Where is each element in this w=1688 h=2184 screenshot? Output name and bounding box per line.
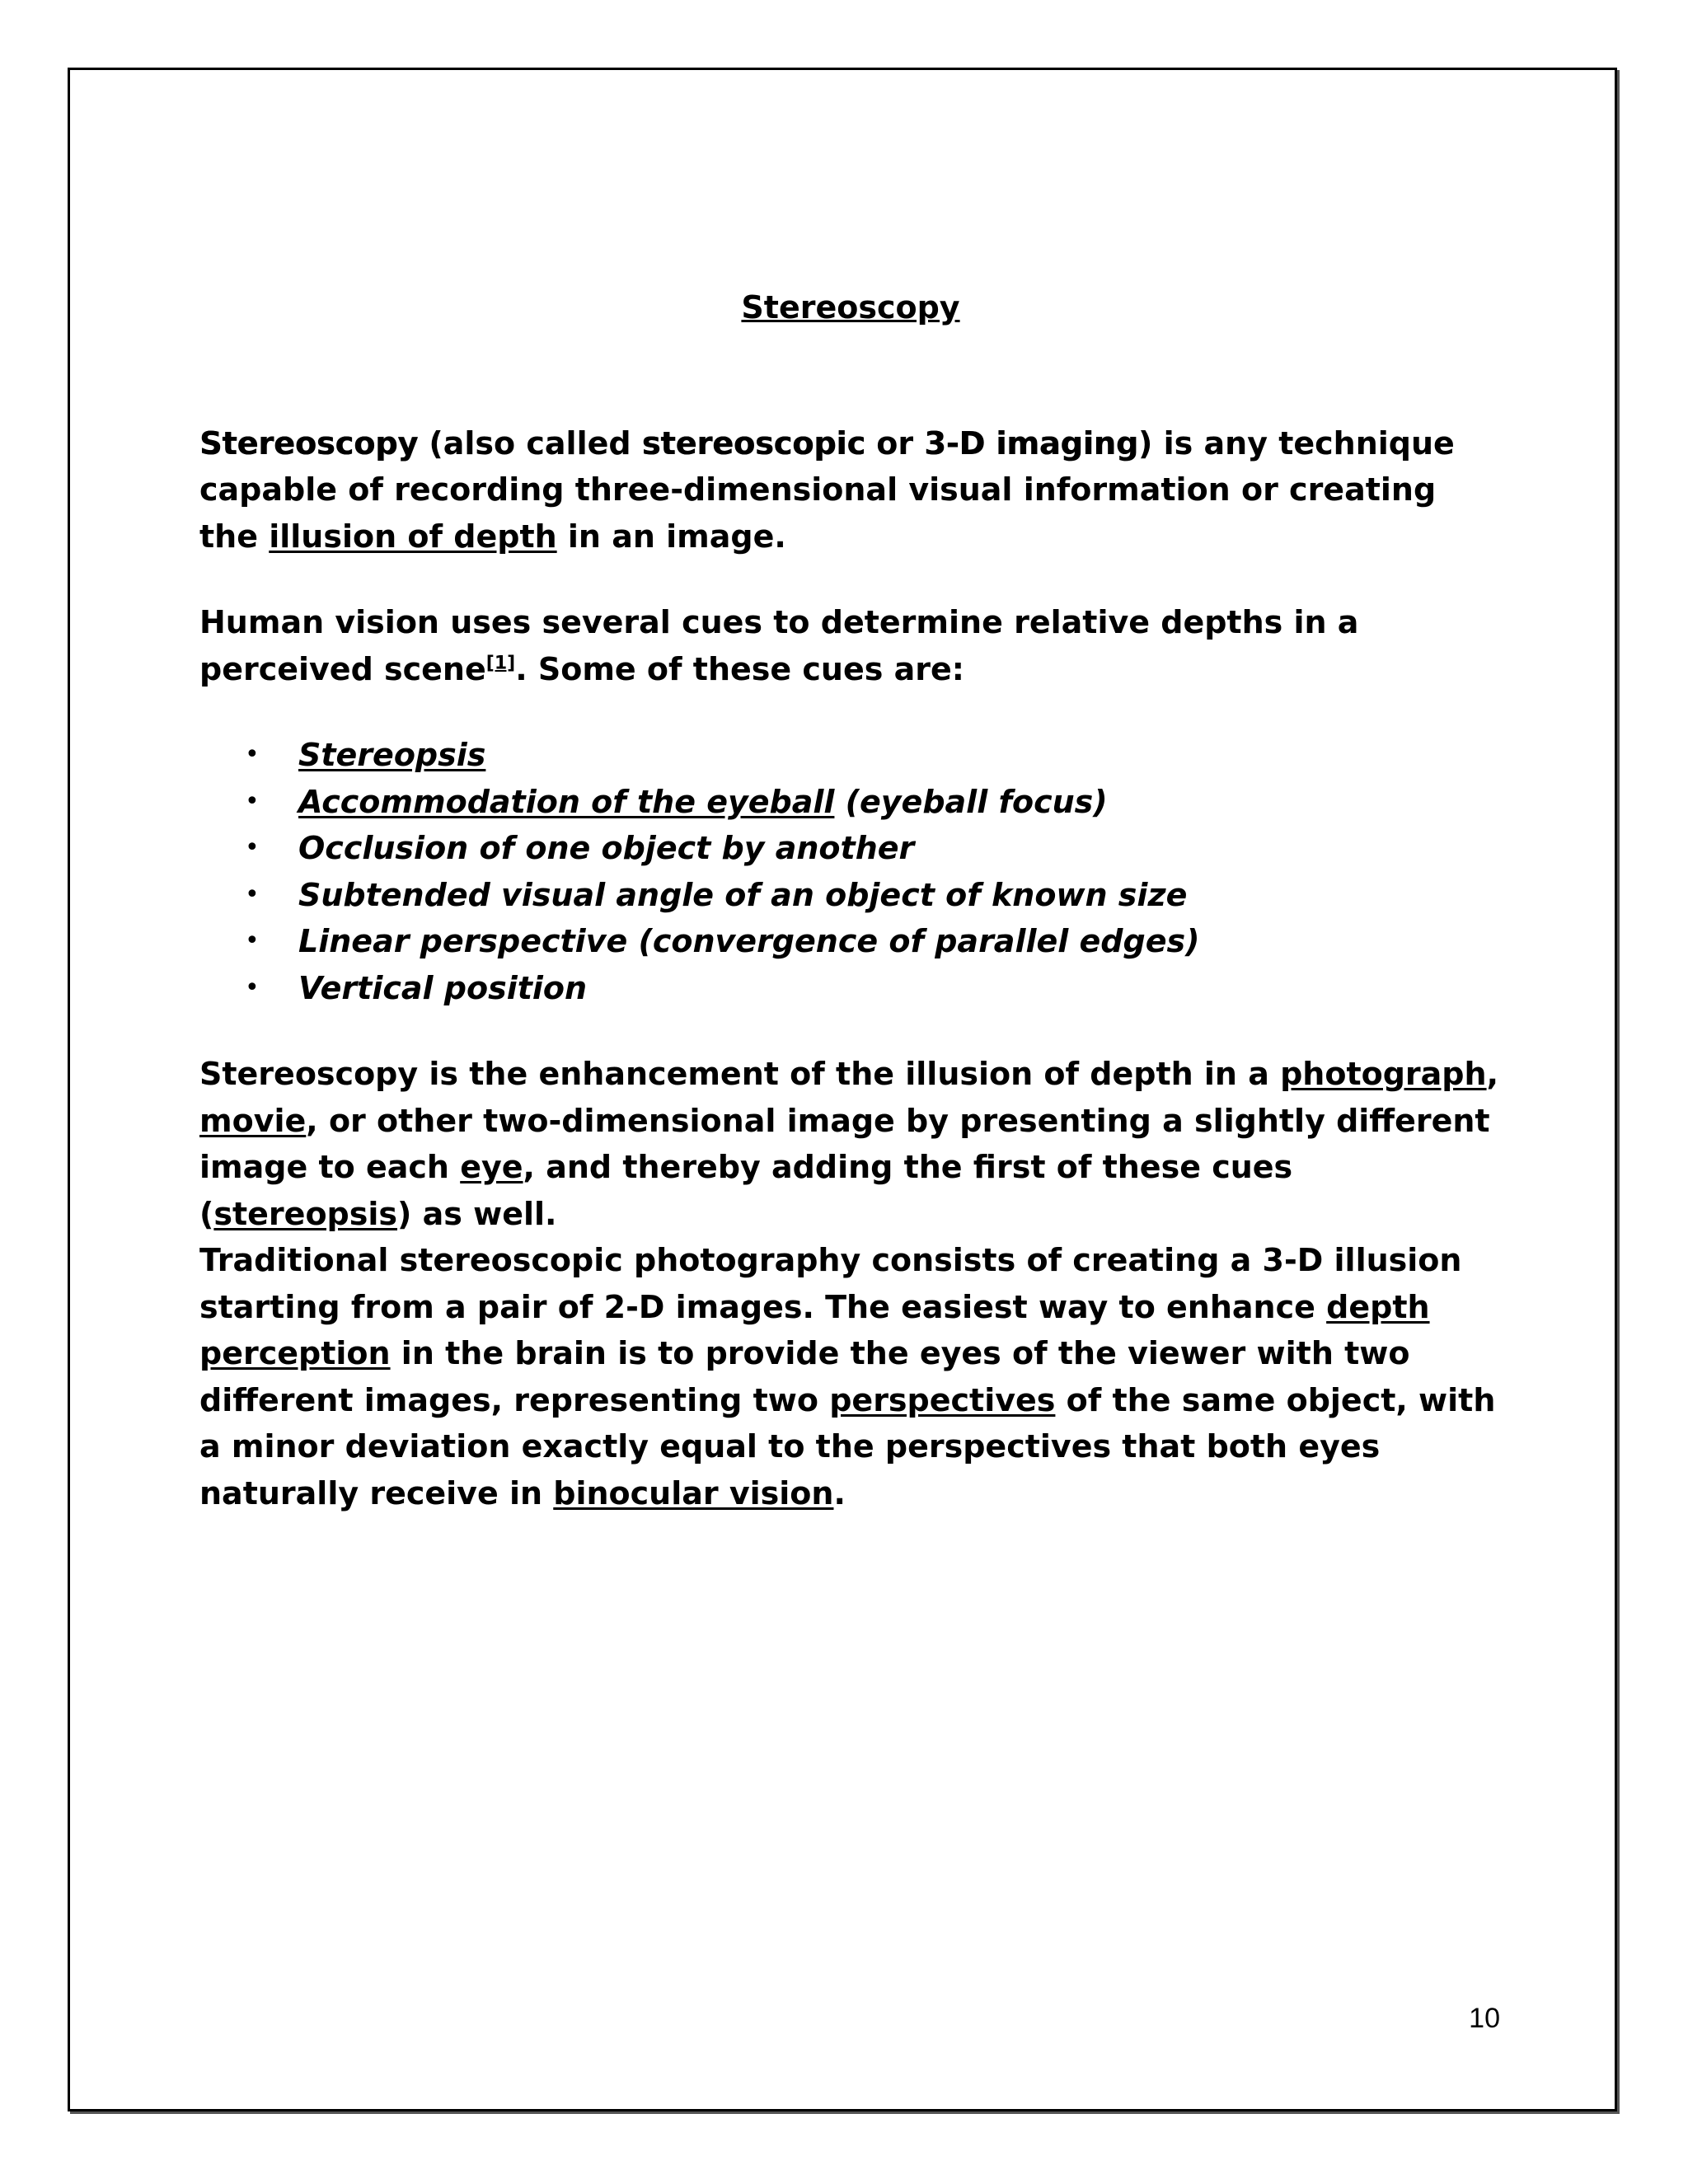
page-number: 10 xyxy=(1469,2003,1500,2034)
link-movie[interactable]: movie xyxy=(199,1102,307,1139)
enhancement-text-1: Stereoscopy is the enhancement of the illusion of depth in a xyxy=(199,1056,1281,1092)
cue-text: Vertical position xyxy=(298,969,588,1006)
enhancement-text-2: , xyxy=(1486,1056,1498,1092)
list-item xyxy=(199,732,1502,779)
link-accommodation[interactable]: Accommodation of the eyeball xyxy=(298,783,835,820)
traditional-text-2: in the brain is to provide the eyes of the viewer with two different images, representing two xyxy=(199,1335,1410,1418)
link-eye[interactable]: eye xyxy=(460,1149,523,1185)
intro-text-1: (also called xyxy=(418,424,642,462)
link-photograph[interactable]: photograph xyxy=(1280,1056,1487,1092)
traditional-paragraph xyxy=(199,1237,1502,1516)
term-stereoscopic: stereoscopic xyxy=(641,424,865,462)
bullet-icon: • xyxy=(245,833,260,862)
traditional-text-4: . xyxy=(833,1474,846,1511)
depth-cues-list xyxy=(199,732,1502,1011)
cues-intro-paragraph xyxy=(199,599,1502,692)
document-body xyxy=(199,284,1502,1516)
enhancement-text-4: , and thereby adding the first of these cues ( xyxy=(199,1149,1293,1232)
intro-text-4: in an image. xyxy=(556,518,786,555)
cues-intro-text-2: . Some of these cues are: xyxy=(515,650,964,687)
enhancement-paragraph xyxy=(199,1051,1502,1237)
intro-paragraph xyxy=(199,420,1502,560)
term-stereoscopy: Stereoscopy xyxy=(199,424,419,462)
bullet-icon: • xyxy=(245,972,260,1002)
list-item xyxy=(199,825,1502,872)
traditional-text-3: of the same object, with a minor deviation exactly equal to the perspectives that both eyes naturally receive in xyxy=(199,1381,1496,1511)
page-title: Stereoscopy xyxy=(741,289,960,326)
traditional-text-1: Traditional stereoscopic photography consists of creating a 3-D illusion starting from a pair of 2-D images. The easiest way to enhance xyxy=(199,1242,1462,1325)
link-illusion-of-depth[interactable]: illusion of depth xyxy=(269,518,557,555)
enhancement-text-5: ) as well. xyxy=(397,1195,557,1232)
link-perspectives[interactable]: perspectives xyxy=(829,1381,1056,1418)
bullet-icon: • xyxy=(245,786,260,816)
bullet-icon: • xyxy=(245,926,260,955)
cues-intro-text-1: Human vision uses several cues to determine relative depths in a perceived scene xyxy=(199,604,1359,687)
intro-text-2: or xyxy=(865,424,925,462)
bullet-icon: • xyxy=(245,879,260,909)
list-item xyxy=(199,965,1502,1012)
list-item xyxy=(199,779,1502,826)
link-stereopsis-cue[interactable]: Stereopsis xyxy=(298,737,486,773)
list-item xyxy=(199,872,1502,919)
list-item xyxy=(199,918,1502,965)
enhancement-text-3: , or other two-dimensional image by presenting a slightly different image to each xyxy=(199,1102,1490,1185)
reference-link-1[interactable]: [1] xyxy=(485,652,516,673)
bullet-icon: • xyxy=(245,740,260,769)
intro-text-3: ) is any technique capable of recording three-dimensional visual information or creating the xyxy=(199,424,1455,555)
term-3d-imaging: 3-D imaging xyxy=(924,424,1139,462)
cue-text: Occlusion of one object by another xyxy=(298,830,915,866)
link-stereopsis[interactable]: stereopsis xyxy=(213,1195,398,1232)
cue-text: Linear perspective (convergence of parallel edges) xyxy=(298,923,1200,959)
cue-text: Subtended visual angle of an object of known size xyxy=(298,876,1188,913)
link-binocular-vision[interactable]: binocular vision xyxy=(553,1474,834,1511)
cue-text: (eyeball focus) xyxy=(834,783,1108,820)
link-depth-perception[interactable]: depth perception xyxy=(199,1288,1430,1371)
